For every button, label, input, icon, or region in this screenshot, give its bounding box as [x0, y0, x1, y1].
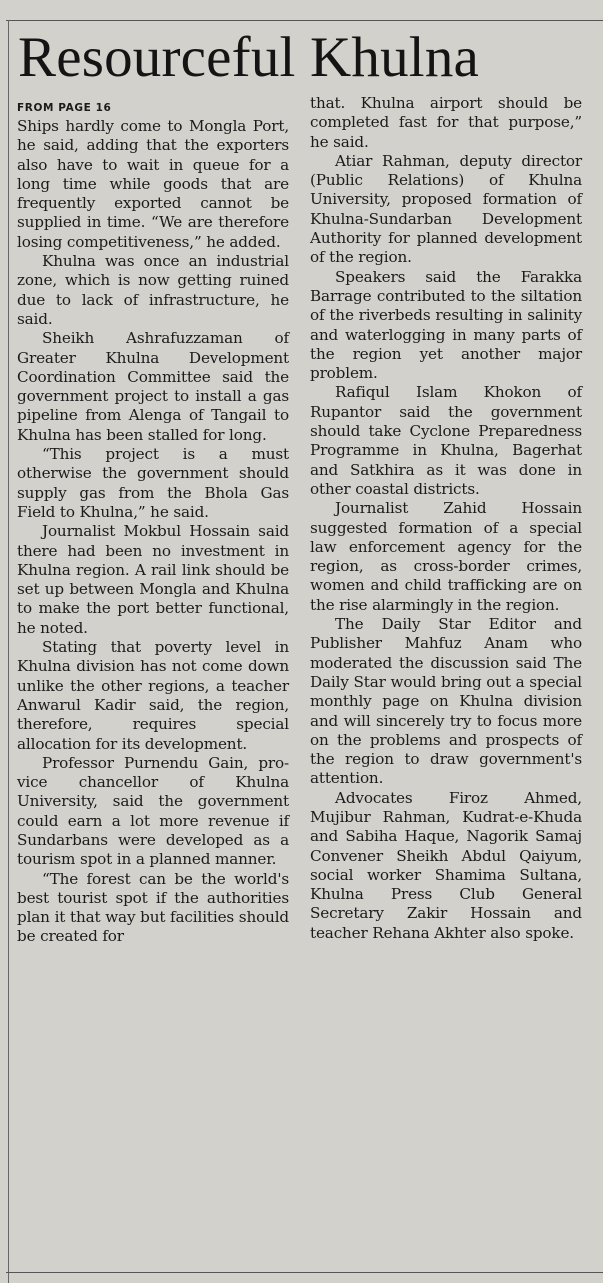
paragraph: Sheikh Ashrafuzzaman of Greater Khulna Development Coordination Committee said the government project to install a gas pipeline from Alenga of Tangail to Khulna has been stalled for long. — [17, 329, 289, 444]
paragraph: Atiar Rahman, deputy director (Public Relations) of Khulna University, proposed formation of Khulna-Sundarban Development Authority for planned development of the region. — [310, 151, 582, 267]
top-rule — [6, 20, 603, 21]
paragraph: Journalist Zahid Hossain suggested formation of a special law enforcement agency for the region, as cross-border crimes, women and child trafficking are on the rise alarmingly in the region. — [310, 499, 582, 614]
jump-label: FROM PAGE 16 — [17, 102, 112, 114]
paragraph: that. Khulna airport should be completed fast for that purpose,” he said. — [310, 94, 582, 151]
headline: Resourceful Khulna — [18, 26, 480, 89]
paragraph: Ships hardly come to Mongla Port, he said, adding that the exporters also have to wait in queue for a long time while goods that are frequently exported cannot be supplied in time. “We are therefore losing competitiveness,” he added. — [17, 117, 289, 251]
right-column — [310, 94, 582, 943]
left-column — [17, 100, 289, 947]
bottom-rule — [6, 1272, 603, 1273]
paragraph: The Daily Star Editor and Publisher Mahfuz Anam who moderated the discussion said The Daily Star would bring out a special monthly page on Khulna division and will sincerely try to focus more on the problems and prospects of the region to draw government's attention. — [310, 615, 582, 788]
paragraph: Khulna was once an industrial zone, which is now getting ruined due to lack of infrastructure, he said. — [17, 252, 289, 328]
paragraph: Professor Purnendu Gain, pro-vice chancellor of Khulna University, said the government could earn a lot more revenue if Sundarbans were developed as a tourism spot in a planned manner. — [17, 753, 289, 869]
left-rule — [8, 20, 9, 1283]
paragraph: Rafiqul Islam Khokon of Rupantor said the government should take Cyclone Preparedness Programme in Khulna, Bagerhat and Satkhira as it was done in other coastal districts. — [310, 383, 582, 498]
paragraph: “The forest can be the world's best tourist spot if the authorities plan it that way but facilities should be created for — [17, 869, 289, 946]
paragraph: “This project is a must otherwise the government should supply gas from the Bhola Gas Field to Khulna,” he said. — [17, 445, 289, 521]
paragraph: Journalist Mokbul Hossain said there had been no investment in Khulna region. A rail link should be set up between Mongla and Khulna to make the port better functional, he noted. — [17, 522, 289, 637]
paragraph: Advocates Firoz Ahmed, Mujibur Rahman, Kudrat-e-Khuda and Sabiha Haque, Nagorik Samaj Convener Sheikh Abdul Qaiyum, social worker Shamima Sultana, Khulna Press Club General Secretary Zakir Hossain and teacher Rehana Akhter also spoke. — [310, 788, 582, 942]
paragraph: Speakers said the Farakka Barrage contributed to the siltation of the riverbeds resulting in salinity and waterlogging in many parts of the region yet another major problem. — [310, 267, 582, 383]
paragraph: Stating that poverty level in Khulna division has not come down unlike the other regions, a teacher Anwarul Kadir said, the region, therefore, requires special allocation for its development. — [17, 638, 289, 753]
